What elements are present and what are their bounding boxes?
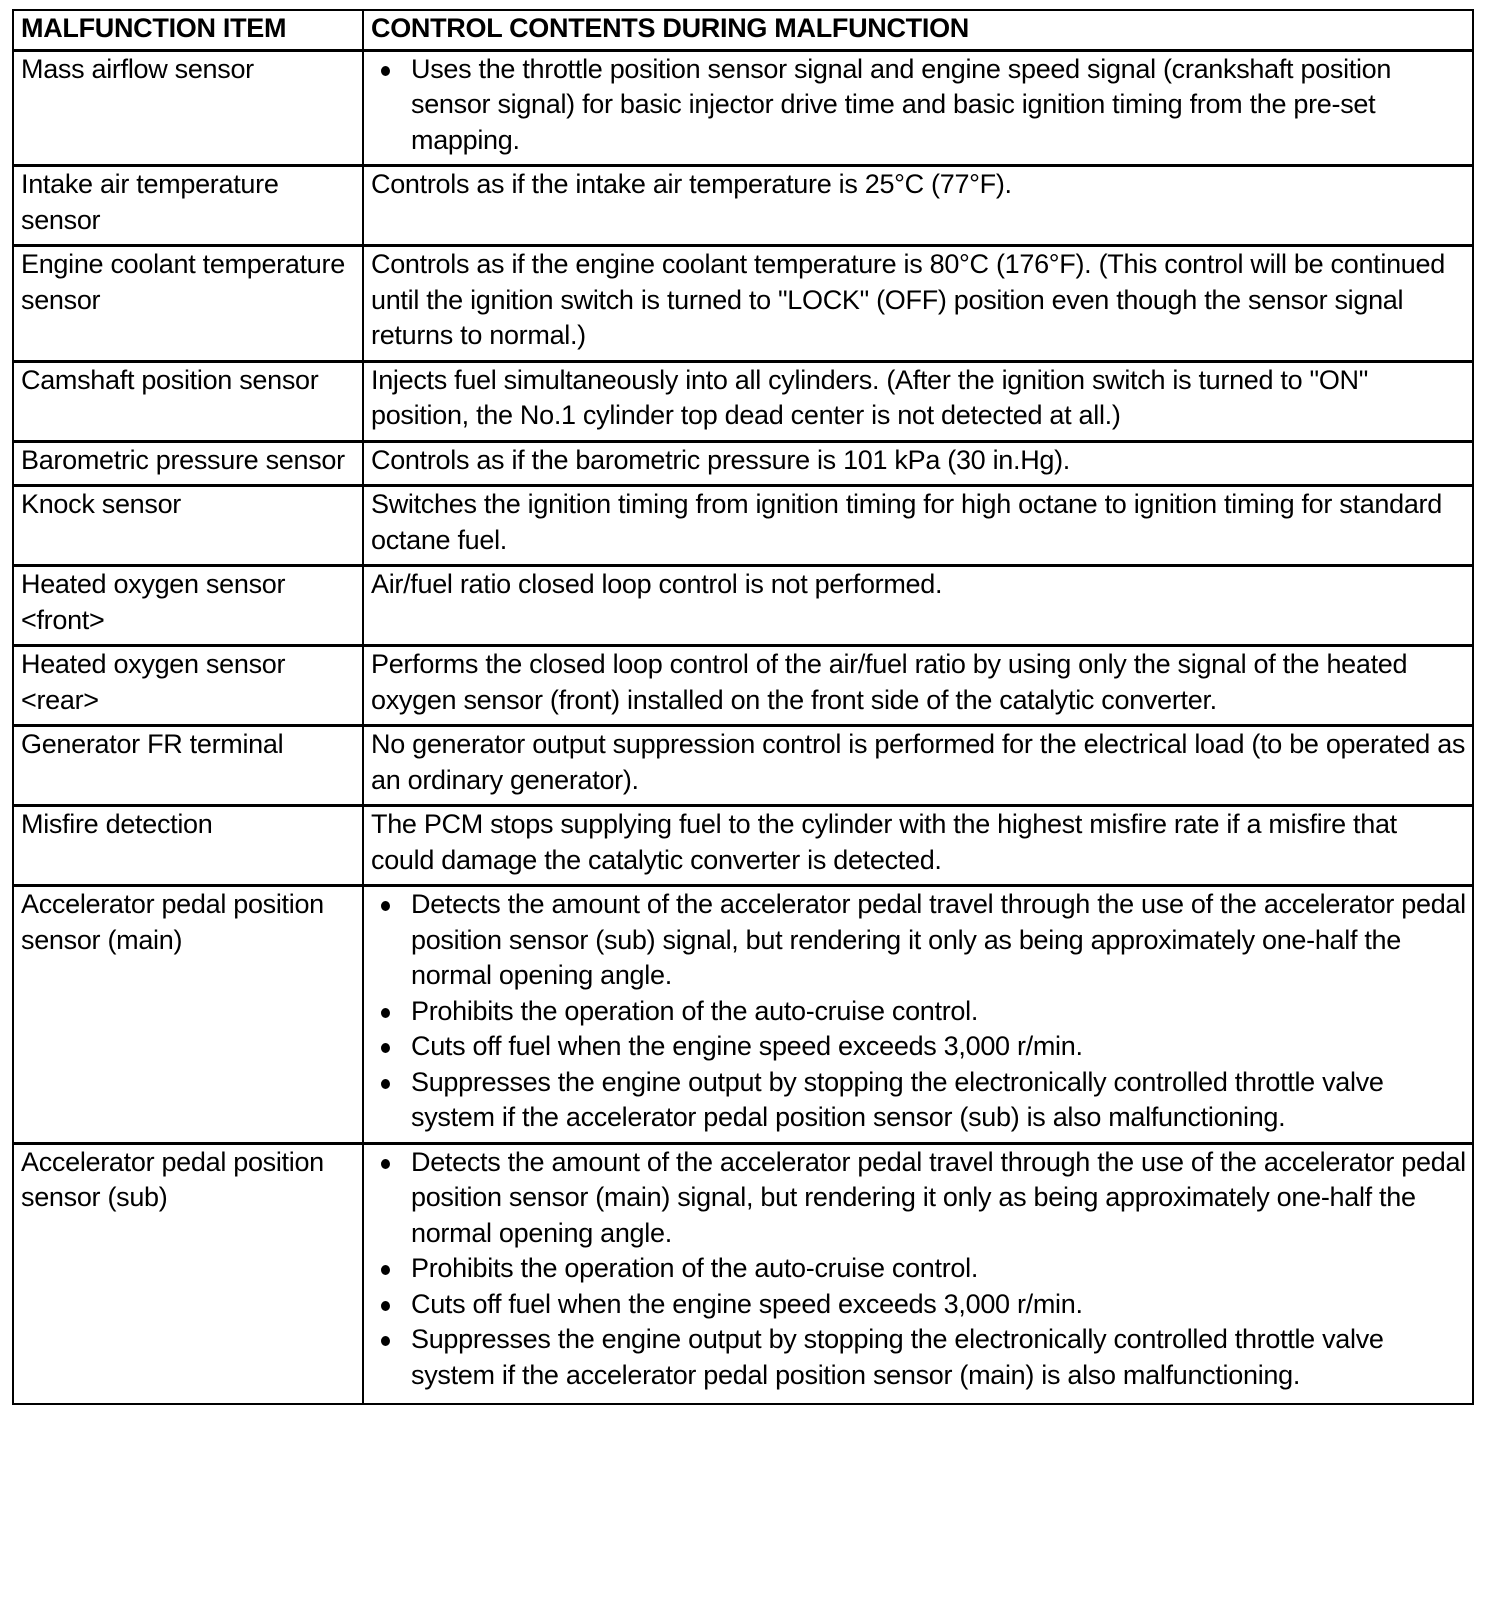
bullet-icon bbox=[381, 1159, 390, 1169]
malfunction-item-cell: Heated oxygen sensor <front> bbox=[13, 566, 363, 646]
control-contents-cell: Performs the closed loop control of the air/fuel ratio by using only the signal of the heated oxygen sensor (front) installed on the front side of the catalytic converter. bbox=[363, 646, 1473, 726]
bullet-icon bbox=[381, 1265, 390, 1275]
table-row bbox=[13, 806, 1473, 886]
table-row bbox=[13, 1143, 1473, 1404]
table-row bbox=[13, 486, 1473, 566]
table-row bbox=[13, 441, 1473, 486]
bullet-icon bbox=[381, 901, 390, 911]
bullet-icon bbox=[381, 1301, 390, 1311]
control-bullet-item: Cuts off fuel when the engine speed exceeds 3,000 r/min. bbox=[371, 1287, 1466, 1323]
control-bullet-list bbox=[371, 1145, 1466, 1394]
malfunction-item-cell: Misfire detection bbox=[13, 806, 363, 886]
control-bullet-item: Detects the amount of the accelerator pedal travel through the use of the accelerator pedal position sensor (main) signal, but rendering it only as being approximately one-half the normal opening angle. bbox=[371, 1145, 1466, 1252]
control-bullet-list bbox=[371, 887, 1466, 1136]
header-malfunction-item: MALFUNCTION ITEM bbox=[13, 10, 363, 50]
malfunction-item-cell: Intake air temperature sensor bbox=[13, 166, 363, 246]
control-contents-cell: Controls as if the intake air temperature is 25°C (77°F). bbox=[363, 166, 1473, 246]
malfunction-control-table bbox=[12, 9, 1474, 1405]
table-row bbox=[13, 246, 1473, 362]
malfunction-item-cell: Camshaft position sensor bbox=[13, 361, 363, 441]
malfunction-item-cell: Accelerator pedal position sensor (main) bbox=[13, 886, 363, 1144]
control-contents-cell bbox=[363, 50, 1473, 166]
table-row bbox=[13, 886, 1473, 1144]
malfunction-item-cell: Barometric pressure sensor bbox=[13, 441, 363, 486]
table-row bbox=[13, 566, 1473, 646]
control-contents-cell: Injects fuel simultaneously into all cylinders. (After the ignition switch is turned to "ON" position, the No.1 cylinder top dead center is not detected at all.) bbox=[363, 361, 1473, 441]
control-contents-cell: Air/fuel ratio closed loop control is not performed. bbox=[363, 566, 1473, 646]
table-row bbox=[13, 50, 1473, 166]
bullet-icon bbox=[381, 66, 390, 76]
table-header-row bbox=[13, 10, 1473, 50]
table-row bbox=[13, 646, 1473, 726]
control-bullet-item: Uses the throttle position sensor signal and engine speed signal (crankshaft position sensor signal) for basic injector drive time and basic ignition timing from the pre-set mapping. bbox=[371, 52, 1466, 159]
header-control-contents: CONTROL CONTENTS DURING MALFUNCTION bbox=[363, 10, 1473, 50]
malfunction-item-cell: Generator FR terminal bbox=[13, 726, 363, 806]
control-contents-cell: The PCM stops supplying fuel to the cylinder with the highest misfire rate if a misfire that could damage the catalytic converter is detected. bbox=[363, 806, 1473, 886]
malfunction-item-cell: Mass airflow sensor bbox=[13, 50, 363, 166]
malfunction-item-cell: Heated oxygen sensor <rear> bbox=[13, 646, 363, 726]
malfunction-item-cell: Engine coolant temperature sensor bbox=[13, 246, 363, 362]
control-contents-cell: Controls as if the barometric pressure is 101 kPa (30 in.Hg). bbox=[363, 441, 1473, 486]
bullet-icon bbox=[381, 1336, 390, 1346]
control-bullet-item: Prohibits the operation of the auto-cruise control. bbox=[371, 994, 1466, 1030]
control-contents-cell: Controls as if the engine coolant temperature is 80°C (176°F). (This control will be continued until the ignition switch is turned to "LOCK" (OFF) position even though the sensor signal returns to normal.) bbox=[363, 246, 1473, 362]
malfunction-item-cell: Knock sensor bbox=[13, 486, 363, 566]
control-bullet-item: Cuts off fuel when the engine speed exceeds 3,000 r/min. bbox=[371, 1029, 1466, 1065]
control-bullet-list bbox=[371, 52, 1466, 159]
control-bullet-item: Suppresses the engine output by stopping the electronically controlled throttle valve system if the accelerator pedal position sensor (sub) is also malfunctioning. bbox=[371, 1065, 1466, 1136]
table-row bbox=[13, 166, 1473, 246]
control-contents-cell: No generator output suppression control is performed for the electrical load (to be operated as an ordinary generator). bbox=[363, 726, 1473, 806]
table-row bbox=[13, 726, 1473, 806]
control-bullet-item: Suppresses the engine output by stopping the electronically controlled throttle valve system if the accelerator pedal position sensor (main) is also malfunctioning. bbox=[371, 1322, 1466, 1393]
control-contents-cell bbox=[363, 886, 1473, 1144]
bullet-icon bbox=[381, 1079, 390, 1089]
malfunction-item-cell: Accelerator pedal position sensor (sub) bbox=[13, 1143, 363, 1404]
control-bullet-item: Detects the amount of the accelerator pedal travel through the use of the accelerator pedal position sensor (sub) signal, but rendering it only as being approximately one-half the normal opening angle. bbox=[371, 887, 1466, 994]
bullet-icon bbox=[381, 1008, 390, 1018]
control-bullet-item: Prohibits the operation of the auto-cruise control. bbox=[371, 1251, 1466, 1287]
table-row bbox=[13, 361, 1473, 441]
bullet-icon bbox=[381, 1043, 390, 1053]
control-contents-cell bbox=[363, 1143, 1473, 1404]
control-contents-cell: Switches the ignition timing from ignition timing for high octane to ignition timing for standard octane fuel. bbox=[363, 486, 1473, 566]
